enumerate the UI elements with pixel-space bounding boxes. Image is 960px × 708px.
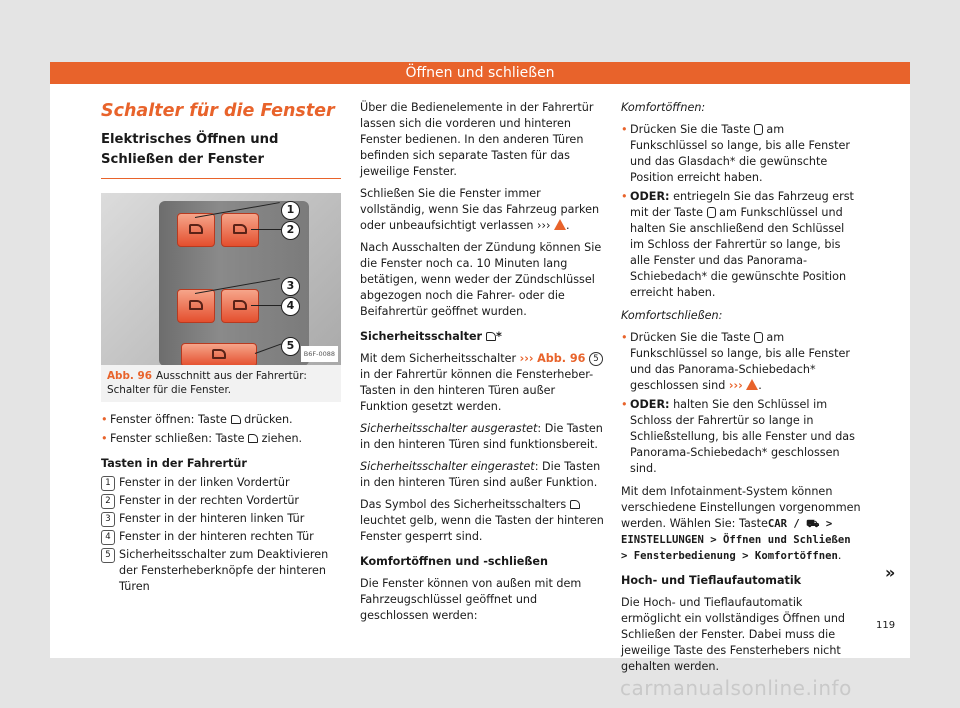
legend-number: 1 (101, 476, 115, 491)
legend-number: 5 (101, 548, 115, 563)
list-item: • Drücken Sie die Taste am Funkschlüssel so lange, bis alle Fenster und das Panorama-Schiebedach* geschlossen sind ››› . (621, 330, 861, 394)
legend-number: 4 (101, 530, 115, 545)
sub-title: Elektrisches Öffnen und Schließen der Fenster (101, 130, 341, 179)
list-item (621, 122, 861, 186)
paragraph-text: . (837, 549, 842, 562)
bullet-text: entriegeln Sie das Fahrzeug erst mit der Taste (630, 190, 854, 219)
list-item (101, 511, 341, 527)
callout-1: 1 (281, 201, 300, 220)
lock-window-icon (212, 349, 226, 359)
window-icon (233, 300, 247, 310)
window-icon (233, 224, 247, 234)
paragraph (621, 484, 861, 564)
safety-switch-button (181, 343, 257, 365)
paragraph: Schließen Sie die Fenster immer vollständig, wenn Sie das Fahrzeug parken oder unbeaufsichtigt verlassen ››› . (360, 187, 600, 232)
callout-3: 3 (281, 277, 300, 296)
subheading (360, 329, 604, 345)
or-label: ODER: (630, 398, 670, 411)
list-item (621, 397, 861, 477)
column-left (101, 100, 341, 597)
lock-key-icon (754, 332, 763, 343)
callout-5: 5 (281, 337, 300, 356)
figure-reference[interactable]: Abb. 96 (537, 352, 586, 365)
reference-marker: ››› (728, 379, 743, 392)
bullet-text: Drücken Sie die Taste (630, 123, 751, 136)
column-right (621, 100, 861, 681)
paragraph (360, 459, 604, 491)
paragraph-text: in der Fahrertür können die Fensterheber-Tasten in den hinteren Türen außer Funktion gesetzt werden. (360, 368, 594, 413)
figure-code: B6F-0088 (301, 346, 338, 362)
warning-icon (746, 379, 758, 390)
paragraph-text: Mit dem Infotainment-System können verschiedene Einstellungen vorgenommen werden. Wählen Sie: Taste (621, 485, 861, 530)
state-label: Sicherheitsschalter ausgerastet (360, 422, 538, 435)
list-item (101, 431, 341, 447)
window-switch-figure (101, 193, 341, 365)
bullet-text: Fenster öffnen: Taste (110, 413, 227, 426)
window-icon (189, 300, 203, 310)
callout-line-2 (251, 229, 285, 230)
option-star: * (496, 330, 502, 343)
list-item (101, 529, 341, 545)
reference-marker: ››› (537, 219, 551, 232)
paragraph: Nach Ausschalten der Zündung können Sie die Fenster noch ca. 10 Minuten lang betätigen, wenn weder der Zündschlüssel abgezogen noch die Fahrer- oder die Beifahrertür geöffnet wurden. (360, 241, 602, 318)
chapter-header: Öffnen und schließen (50, 62, 910, 84)
menu-path: CAR / ⛟ > EINSTELLUNGEN > Öffnen und Schließen > Fensterbedienung > Komfortöffnen (621, 518, 851, 562)
paragraph-text: : Die Tasten in den hinteren Türen sind außer Funktion. (360, 460, 601, 489)
comfort-open-steps (621, 122, 861, 301)
legend-number: 2 (101, 494, 115, 509)
unlock-key-icon (707, 207, 716, 218)
list-item (101, 475, 341, 491)
window-lock-icon (570, 500, 580, 509)
list-item (621, 189, 861, 301)
page-number: 119 (876, 620, 896, 631)
paragraph (360, 421, 604, 453)
action-bullets (101, 412, 341, 447)
window-icon (231, 415, 241, 424)
comfort-close-steps (621, 330, 861, 477)
subheading: Komfortöffnen: (621, 101, 706, 114)
subheading: Komfortschließen: (621, 309, 723, 322)
callout-2: 2 (281, 221, 300, 240)
window-button-rear-left (177, 289, 215, 323)
unlock-key-icon (754, 124, 763, 135)
paragraph-text: leuchtet gelb, wenn die Tasten der hinteren Fenster gesperrt sind. (360, 514, 604, 543)
subheading-text: Sicherheitsschalter (360, 330, 483, 343)
callout-line-4 (251, 305, 285, 306)
paragraph-text: : Die Tasten in den hinteren Türen sind funktionsbereit. (360, 422, 603, 451)
caption-text: Ausschnitt aus der Fahrertür: Schalter für die Fenster. (107, 370, 307, 396)
bullet-text: ziehen. (261, 432, 303, 445)
section-title: Schalter für die Fenster (101, 101, 335, 121)
bullet-text: halten Sie den Schlüssel im Schloss der Fahrertür so lange in Schließstellung, bis alle Fenster und das Panorama-Schiebedach* geschlossen sind. (630, 398, 855, 475)
bullet-text: Fenster schließen: Taste (110, 432, 245, 445)
window-lock-icon (486, 332, 496, 341)
reference-marker: ››› (519, 352, 534, 365)
button-legend (101, 475, 341, 595)
legend-text: Fenster in der linken Vordertür (119, 476, 290, 489)
caption-label: Abb. 96 (107, 370, 152, 382)
legend-text: Fenster in der hinteren rechten Tür (119, 530, 314, 543)
paragraph-text: Mit dem Sicherheitsschalter (360, 352, 517, 365)
subheading: Komfortöffnen und -schließen (360, 555, 548, 568)
bullet-text: am Funkschlüssel so lange, bis alle Fenster und das Panorama-Schiebedach* geschlossen sind (630, 331, 850, 392)
window-button-front-right (221, 213, 259, 247)
column-middle (360, 100, 604, 630)
list-item (101, 493, 341, 509)
state-label: Sicherheitsschalter eingerastet (360, 460, 535, 473)
callout-reference: 5 (589, 352, 603, 366)
paragraph: Die Fenster können von außen mit dem Fahrzeugschlüssel geöffnet und geschlossen werden: (360, 577, 582, 622)
bullet-text: am Funkschlüssel so lange, bis alle Fenster und das Glasdach* die gewünschte Position erreicht haben. (630, 123, 850, 184)
window-icon (189, 224, 203, 234)
paragraph: Über die Bedienelemente in der Fahrertür lassen sich die vorderen und hinteren Fenster bedienen. In den anderen Türen befinden sich separate Tasten für das jeweilige Fenster. (360, 101, 594, 178)
list-item (101, 412, 341, 428)
paragraph (360, 351, 604, 415)
legend-text: Fenster in der hinteren linken Tür (119, 512, 305, 525)
continue-marker: » (885, 563, 896, 582)
or-label: ODER: (630, 190, 670, 203)
callout-4: 4 (281, 297, 300, 316)
window-button-rear-right (221, 289, 259, 323)
legend-text: Fenster in der rechten Vordertür (119, 494, 300, 507)
bullet-text: am Funkschlüssel und halten Sie anschließend den Schlüssel im Schloss der Fahrertür so lange, bis alle Fenster und das Panorama-Schiebedach* die gewünschte Position erreicht haben. (630, 206, 847, 299)
list-heading: Tasten in der Fahrertür (101, 457, 247, 470)
paragraph-text: Schließen Sie die Fenster immer vollständig, wenn Sie das Fahrzeug parken oder unbeaufsichtigt verlassen (360, 187, 600, 232)
bullet-text: Drücken Sie die Taste (630, 331, 751, 344)
paragraph-text: Das Symbol des Sicherheitsschalters (360, 498, 567, 511)
paragraph (360, 497, 604, 545)
legend-text: Sicherheitsschalter zum Deaktivieren der Fensterheberknöpfe der hinteren Türen (119, 548, 329, 593)
window-icon (248, 434, 258, 443)
warning-icon (554, 219, 566, 230)
list-item (101, 547, 341, 595)
window-button-front-left (177, 213, 215, 247)
bullet-text: drücken. (244, 413, 293, 426)
legend-number: 3 (101, 512, 115, 527)
figure-caption (101, 365, 341, 402)
watermark: carmanualsonline.info (620, 676, 852, 700)
paragraph: Die Hoch- und Tieflaufautomatik ermöglicht ein vollständiges Öffnen und Schließen der Fenster. Dabei muss die jeweilige Taste des Fensterhebers nicht gehalten werden. (621, 596, 846, 673)
subheading: Hoch- und Tieflaufautomatik (621, 574, 802, 587)
